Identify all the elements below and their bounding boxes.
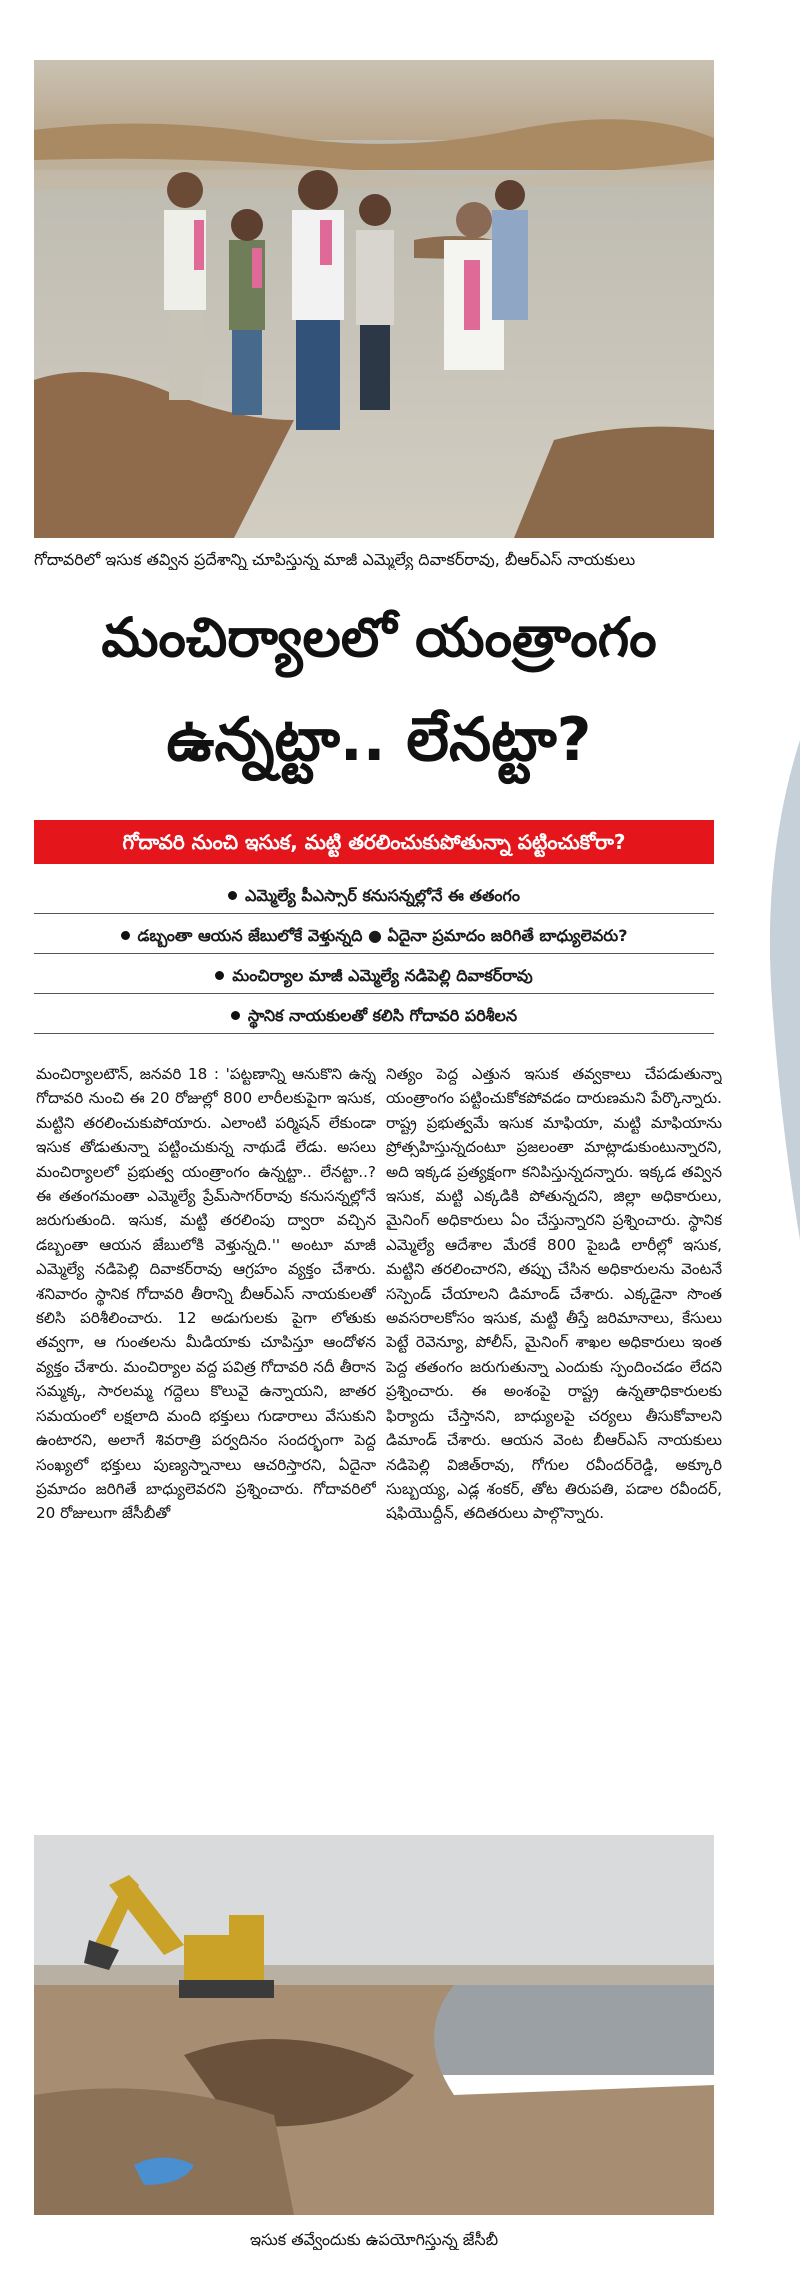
divider — [34, 1033, 714, 1034]
bullet-dot-icon — [215, 971, 224, 980]
divider — [34, 953, 714, 954]
page-edge-decoration-icon — [762, 740, 800, 1240]
bullet-dot-icon — [231, 1011, 240, 1020]
article-body-right: నిత్యం పెద్ద ఎత్తున ఇసుక తవ్వకాలు చేపడుతున్నా యంత్రాంగం పట్టించుకోకపోవడం దారుణమని పేర్కొన్నారు. రాష్ట్ర ప్రభుత్వమే ఇసుక మాఫియా, మట్టి మాఫియాను ప్రోత్సహిస్తున్నదంటూ ప్రజలంతా మాట్లాడుకుంటున్నారని, అది ఇక్కడ ప్రత్యక్షంగా కనిపిస్తున్నదన్నారు. ఇక్కడ తవ్విన ఇసుక, మట్టి ఎక్కడికి పోతున్నదని, జిల్లా అధికారులు, మైనింగ్ అధికారులు ఏం చేస్తున్నారని ప్రశ్నించారు. స్థానిక ఎమ్మెల్యే ఆదేశాల మేరకే 800 పైబడి లారీల్లో ఇసుక, మట్టిని తరలించారని, తప్పు చేసిన అధికారులను వెంటనే సస్పెండ్ చేయాలని డిమాండ్ చేశారు. ఎక్కడైనా సొంత అవసరాలకోసం ఇసుక, మట్టి తీస్తే జరిమానాలు, కేసులు పెట్టే రెవెన్యూ, పోలీస్, మైనింగ్ శాఖల అధికారులు ఇంత పెద్ద తతంగం జరుగుతున్నా ఎందుకు స్పందించడం లేదని ప్రశ్నించారు. ఈ అంశంపై రాష్ట్ర ఉన్నతాధికారులకు ఫిర్యాదు చేస్తానని, బాధ్యులపై చర్యలు తీసుకోవాలని డిమాండ్ చేశారు. ఆయన వెంట బీఆర్‌ఎస్ నాయకులు నడిపెల్లి విజిత్‌రావు, గోగుల రవీందర్‌రెడ్డి, అక్కూరి సుబ్బయ్య, ఎడ్ల శంకర్, తోట తిరుపతి, పడాల రవీందర్, షఫియొద్దీన్, తదితరులు పాల్గొన్నారు. — [386, 1065, 722, 1523]
highlight-bullet-4 — [34, 1002, 714, 1030]
article-body-left: మంచిర్యాలటౌన్, జనవరి 18 : 'పట్టణాన్ని ఆనుకొని ఉన్న గోదావరి నుంచి ఈ 20 రోజుల్లో 800 లారీలకుపైగా ఇసుక, మట్టిని తరలించుకుపోయారు. ఎలాంటి పర్మిషన్ లేకుండా ఇసుక తోడుతున్నా పట్టించుకున్న నాథుడే లేడు. అసలు మంచిర్యాలలో ప్రభుత్వ యంత్రాంగం ఉన్నట్టా.. లేనట్టా..? ఈ తతంగమంతా ఎమ్మెల్యే ప్రేమ్‌సాగర్‌రావు కనుసన్నల్లోనే జరుగుతుంది. ఇసుక, మట్టి తరలింపు ద్వారా వచ్చిన డబ్బంతా ఆయన జేబులోకి వెళ్తున్నది.'' అంటూ మాజీ ఎమ్మెల్యే నడిపెల్లి దివాకర్‌రావు ఆగ్రహం వ్యక్తం చేశారు. శనివారం స్థానిక గోదావరి తీరాన్ని బీఆర్‌ఎస్ నాయకులతో కలిసి పరిశీలించారు. 12 అడుగులకు పైగా లోతుకు తవ్వగా, ఆ గుంతలను మీడియాకు చూపిస్తూ ఆందోళన వ్యక్తం చేశారు. మంచిర్యాల వద్ద పవిత్ర గోదావరి నదీ తీరాన సమ్మక్క, సారలమ్మ గద్దెలు కొలువై ఉన్నాయని, జాతర సమయంలో లక్షలాది మంది భక్తులు గుడారాలు వేసుకుని ఉంటారని, అలాగే శివరాత్రి పర్వదినం సందర్భంగా పెద్ద సంఖ్యలో భక్తులు పుణ్యస్నానాలు ఆచరిస్తారని, ఏదైనా ప్రమాదం జరిగితే బాధ్యులెవరని ప్రశ్నించారు. గోదావరిలో 20 రోజులుగా జేసీబీతో — [36, 1065, 376, 1523]
article-column-left — [36, 1062, 376, 1822]
headline-line-1: మంచిర్యాలలో యంత్రాంగం — [101, 606, 657, 669]
divider — [34, 913, 714, 914]
subhead-banner: గోదావరి నుంచి ఇసుక, మట్టి తరలించుకుపోతున్నా పట్టించుకోరా? — [34, 820, 714, 864]
bottom-photo-caption: ఇసుక తవ్వేందుకు ఉపయోగిస్తున్న జేసీబీ — [249, 2230, 499, 2249]
highlight-bullet-2 — [34, 922, 714, 950]
top-photo — [34, 60, 714, 538]
highlight-text: డబ్బంతా ఆయన జేబులోకే వెళ్తున్నది ● ఏదైనా ప్రమాదం జరిగితే బాధ్యులెవరు? — [137, 926, 628, 945]
headline-line-2: ఉన్నట్టా.. లేనట్టా? — [166, 705, 592, 775]
bottom-photo — [34, 1835, 714, 2215]
divider — [34, 993, 714, 994]
bullet-dot-icon — [121, 931, 130, 940]
highlight-text: ఎమ్మెల్యే పీఎస్సార్ కనుసన్నల్లోనే ఈ తతంగం — [245, 886, 520, 905]
article-column-right — [386, 1062, 722, 1822]
highlight-text: మంచిర్యాల మాజీ ఎమ్మెల్యే నడిపెల్లి దివాకర్‌రావు — [232, 966, 533, 985]
photo-people-in-river-icon — [34, 60, 714, 538]
highlight-bullet-1 — [34, 882, 714, 910]
bullet-dot-icon — [228, 891, 237, 900]
photo-excavator-icon — [34, 1835, 714, 2215]
highlight-bullet-3 — [34, 962, 714, 990]
top-photo-caption: గోదావరిలో ఇసుక తవ్విన ప్రదేశాన్ని చూపిస్తున్న మాజీ ఎమ్మెల్యే దివాకర్‌రావు, బీఆర్‌ఎస్ నాయకులు — [34, 550, 636, 569]
highlight-text: స్థానిక నాయకులతో కలిసి గోదావరి పరిశీలన — [247, 1006, 518, 1025]
